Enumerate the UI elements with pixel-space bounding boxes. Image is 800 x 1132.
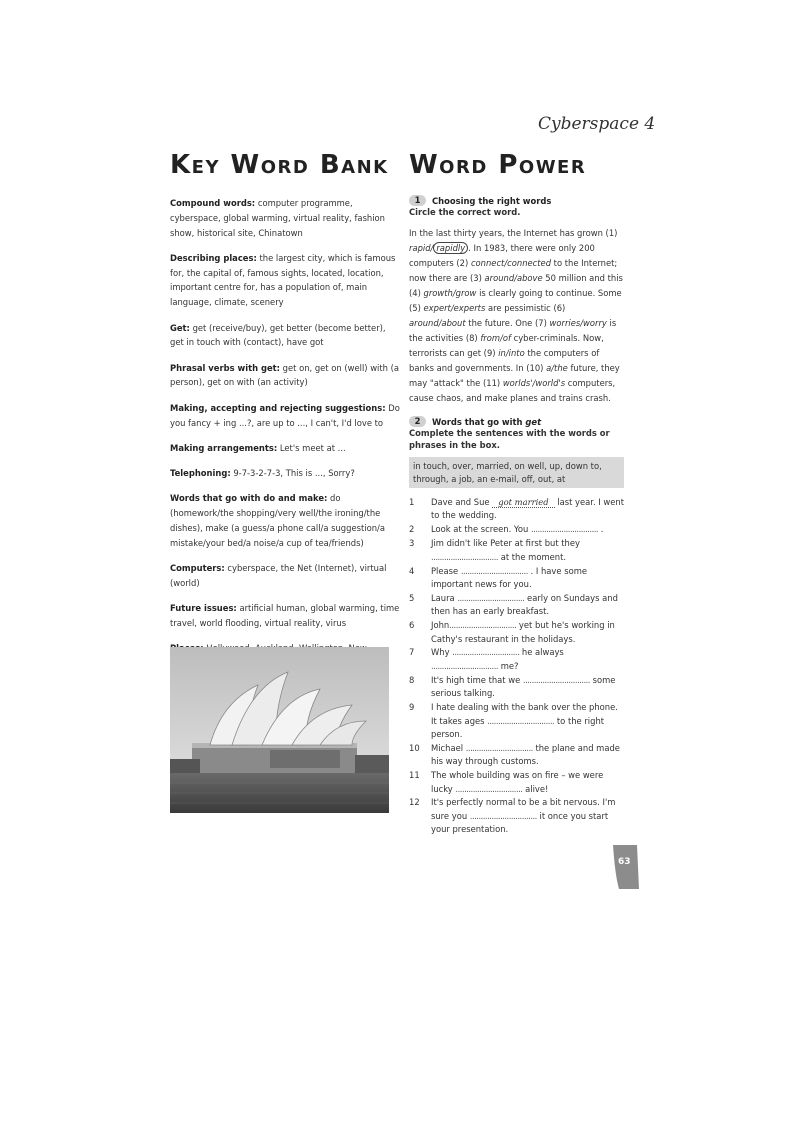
section-1-title: Choosing the right words: [432, 195, 552, 206]
sydney-opera-house-photo: [170, 647, 389, 813]
kw-entry: Telephoning: 9-7-3-2-7-3, This is ..., Sorry?: [170, 468, 355, 479]
list-item: 9 I hate dealing with the bank over the phone. It takes ages ............................... to the right person.: [409, 702, 618, 739]
word-power-content: [409, 195, 624, 837]
kw-entry: Describing places: the largest city, which is famous for, the capital of, famous sights, located, location, important centre for, has a population of, main language, climate, scenery: [170, 252, 396, 308]
kw-entry: Get: get (receive/buy), get better (become better), get in touch with (contact), have got: [170, 322, 386, 348]
kw-entry: Future issues: artificial human, global warming, time travel, world flooding, virtual reality, virus: [170, 603, 400, 629]
page-number-tab: [611, 845, 639, 889]
list-item: 8 It's high time that we ............................... some serious talking.: [409, 674, 616, 699]
list-item: 4 Please ............................... . I have some important news for you.: [409, 565, 588, 589]
list-item: 3 Jim didn't like Peter at first but they ............................... at the moment.: [409, 538, 580, 562]
list-item: 12 It's perfectly normal to be a bit nervous. I'm sure you ............................... it once you start your presentation.: [409, 797, 616, 835]
example-answer: got married: [492, 497, 554, 508]
exercise-list: [409, 496, 624, 837]
section-1-heading: [409, 195, 624, 206]
chapter-label: Cyberspace 4: [538, 114, 656, 134]
kw-entry: Computers: cyberspace, the Net (Internet), virtual (world): [170, 563, 387, 588]
section-2-instruction: Complete the sentences with the words or phrases in the box.: [409, 428, 610, 450]
section-1-instruction: Circle the correct word.: [409, 207, 521, 217]
list-item: 10 Michael ............................... the plane and made his way through customs.: [409, 742, 620, 767]
section-2-heading: [409, 416, 624, 427]
word-power-heading: Word Power: [409, 150, 587, 180]
section-1-passage: In the last thirty years, the Internet has grown (1) rapid/ rapidly . In 1983, there were only 200 computers (2) connect/connected to the Internet; now there are (3) around/above 50 million and this (4) growth/grow is clearly going to continue. Some (5) expert/experts are pessimistic (6) around/about the future. One (7) worries/worry is the activities (8) from/of cyber-criminals. Now, terrorists can get (9) in/into the computers of banks and governments. In (10) a/the future, they may "attack" the (11) worlds'/world's computers, cause chaos, and make planes and trains crash.: [409, 228, 623, 403]
kw-entry: Words that go with do and make: do (homework/the shopping/very well/the ironing/the dishes), make (a guess/a phone call/a suggestion/a mistake/your bed/a noise/a cup of tea/friends): [170, 493, 385, 548]
key-word-bank-heading: Key Word Bank: [170, 150, 389, 180]
list-item: 5 Laura ............................... early on Sundays and then has an early breakfast.: [409, 592, 618, 617]
kw-entry: Phrasal verbs with get: get on, get on (well) with (a person), get on with (an activity): [170, 362, 400, 388]
list-item: 2 Look at the screen. You ............................... .: [409, 524, 604, 535]
kw-entry: Making, accepting and rejecting suggestions: Do you fancy + ing ...?, are up to ..., I can't, I'd love to: [170, 402, 400, 428]
list-item: 6 John............................... yet but he's working in Cathy's restaurant in the holidays.: [409, 620, 615, 644]
list-item: 7 Why ............................... he always ............................... me?: [409, 647, 564, 671]
key-word-bank-list: [170, 196, 400, 681]
list-item: 11 The whole building was on fire – we were lucky ............................... alive!: [409, 770, 604, 794]
page-number: 63: [618, 857, 631, 867]
kw-entry: Making arrangements: Let's meet at ...: [170, 442, 346, 453]
section-2-title: Words that go with get: [432, 416, 542, 427]
kw-entry: Compound words: computer programme, cyberspace, global warming, virtual reality, fashion show, historical site, Chinatown: [170, 198, 385, 238]
list-item: 1 Dave and Sue got married last year. I went to the wedding.: [409, 497, 624, 521]
section-number-badge: 1: [409, 195, 426, 206]
word-box: in touch, over, married, on well, up, down to, through, a job, an e-mail, off, out, at: [409, 457, 624, 488]
section-number-badge: 2: [409, 416, 426, 427]
